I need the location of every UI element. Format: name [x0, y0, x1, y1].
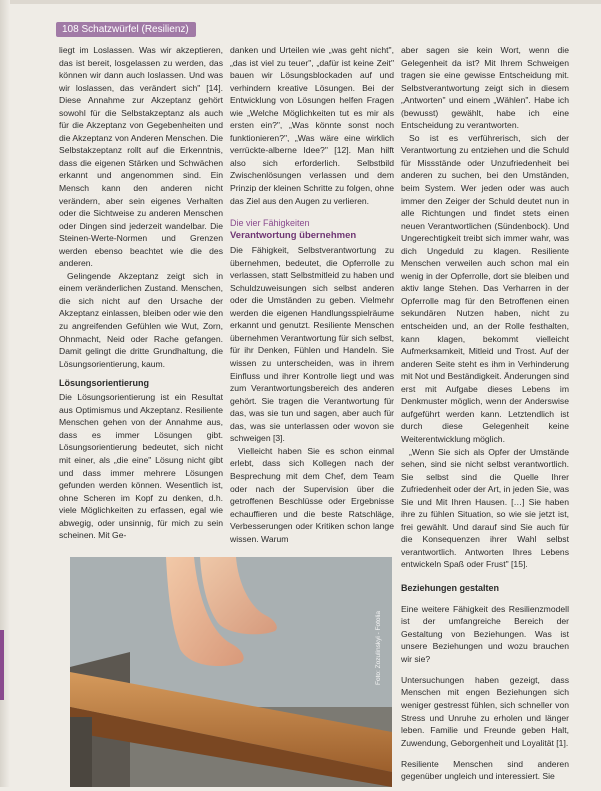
- paragraph: liegt im Loslassen. Was wir akzeptieren, das ist bereit, losgelassen zu werden, das können wir dann auch loslassen. Und was wir loslassen, das verändert sich" [14]. Diese Annahme zur Akzeptanz gehört sowohl für die Selbstakzeptanz als auch für die Akzeptanz von Gegebenheiten und die Akzeptanz von Anderen Menschen. Die Selbstakzeptanz rollt auf die Erkenntnis, dass die eigenen Stärken und Schwächen erkannt und angenommen sind. Ein Mensch kann den anderen nicht verändern, aber sein eigenes Verhalten oder die Sichtweise zu anderen Menschen oder Dingen sind jederzeit wandelbar. Die Steinen-Werte-Normen und Grenzen werden ebenso beachtet wie die des anderen.: [59, 45, 223, 269]
- section-label: Die vier Fähigkeiten: [230, 218, 310, 229]
- text-column-3-lower: [401, 582, 569, 791]
- subheading-solution-orientation: Lösungsorientierung: [59, 378, 149, 389]
- paragraph: danken und Urteilen wie „was geht nicht", „das ist viel zu teuer", „dafür ist keine Zeit" bauen wir Lösungsblockaden auf und verhindern kreative Lösungen. Bei der Entwicklung von Lösungen helfen Fragen wie „Welche Möglichkeiten tut es mir als ersten ein?", „Was könnte sonst noch funktionieren?", „Was wäre eine wirklich verrückte-alberne Idee?" [12]. Man hilft also sich erforderlich. Selbstbild Zwischenlösungen verlassen und dem Prinzip der kleinen Schritte zu folgen, ohne das Ziel aus den Augen zu verlieren.: [230, 45, 394, 206]
- paragraph: Gelingende Akzeptanz zeigt sich in einem veränderlichen Zustand. Menschen, die sich nicht auf den Ursache der Akzeptanz einlassen, bleiben oder wie den zu angreifenden Gefühlen wie Wut, Zorn, Ohnmacht, Neid oder Rache gefangen. Damit gelingt die dritte Grundhaltung, die Lösungsorientierung, kaum.: [59, 270, 223, 369]
- subheading-relationships: Beziehungen gestalten: [401, 583, 500, 593]
- photo-balance-beam-feet: [70, 557, 392, 787]
- running-header-title: 108 Schatzwürfel (Resilienz): [62, 24, 189, 35]
- text-column-3: [401, 44, 569, 571]
- paragraph: „Wenn Sie sich als Opfer der Umstände sehen, sind sie nicht selbst verantwortlich. Sie selbst sind die Quelle Ihrer Zufriedenheit oder der Art, in jeden Sie, was Sie und Mit Ihren Hausen. […] Sie haben ihre zu fühlen Situation, so wie sie jetzt ist, frei gewählt. Und darauf sind Sie auch für die Konsequenzen ihrer Wahl selbst verantwortlich. Antworten Ihres Lebens entwickeln Spaß oder Frust" [15].: [401, 446, 569, 570]
- paragraph: Die Fähigkeit, Selbstverantwortung zu übernehmen, bedeutet, die Opferrolle zu verlassen, statt Selbstmitleid zu haben und Schuldzuweisungen sich selbst anderen oder die Umständen zu geben. Vielmehr werden die eigenen Handlungsspielräume erkannt und genutzt. Resiliente Menschen übernehmen Verantwortung für sich selbst, für ihr Denken, Fühlen und Handeln. Sie wissen zu unterscheiden, was in ihrem Einfluss und ihrer Kontrolle liegt und was zum Verantwortungsbereich des anderen gehört. Sie tragen die Verantwortung für das, was sie tun und sagen, aber auch für das, was sie unterlassen oder wovon sie schweigen [3].: [230, 245, 394, 444]
- paragraph: Eine weitere Fähigkeit des Resilienzmodell ist der umfangreiche Bereich der Gestaltung von Beziehungen. Was ist unsere Beziehungen und wozu brauchen wir sie?: [401, 603, 569, 664]
- paragraph: Resiliente Menschen sind anderen gegenüber ungleich und interessiert. Sie: [401, 758, 569, 782]
- page-top-strip: [0, 0, 601, 4]
- paragraph: So ist es verführerisch, sich der Verantwortung zu entziehen und die Schuld für Missstände oder Unzufriedenheit bei anderen zu suchen, bei den Umständen, beim System. Wer jeden oder was auch immer den Zeiger der Schuld deutet nun in alle Richtungen und findet stets einen neuen Verantwortlichen (Sündenbock). Und Ungerechtigkeit treibt sich immer wahr, was dich Ungeduld zu klagen. Resiliente Menschen verweilen auch schon mal ein wenig in der Opferrolle, dort sie bleiben und aktiv lange Stehen. Das Verharren in der Opferrolle mag für den Betroffenen einen sekundären Nutzen haben, nicht zu entscheiden und, an der Rolle festhalten, kann klagen, bekommt vielleicht Aufmerksamkeit, Mitleid und Trost. Auf der anderen Seite steht es ihm in Verhinderung mit Not und Beständigkeit. Änderungen sind erst mit Aufgabe dieses Lebens im Denkmuster möglich, wenn der Anderswise aufgeführt werden kann. Letztendlich ist durch diese Gelegenheit keine Weiterentwicklung möglich.: [401, 132, 569, 444]
- paragraph: Untersuchungen haben gezeigt, dass Menschen mit engen Beziehungen sich weniger gestresst fühlen, sich schneller von Stress und Unruhe zu erholen und länger leben. Familie und Freunde geben Halt, Zuwendung, Geborgenheit und Loyalität [1].: [401, 674, 569, 748]
- text-column-1: [59, 44, 223, 542]
- paragraph: aber sagen sie kein Wort, wenn die Gelegenheit da ist? Mit Ihrem Schweigen tragen sie eine gewisse Entscheidung mit. Selbstverantwortung zeigt sich in diesem „Antworten" und einem „Wählen". Habe ich (bewusst) gewählt, habe ich eine Entscheidung zu verantworten.: [401, 45, 569, 131]
- paragraph: Vielleicht haben Sie es schon einmal erlebt, dass sich Kollegen nach der Besprechung mit dem Chef, dem Team oder nach der Supervision über die getroffenen Beschlüsse oder Ergebnisse echauffieren und die beste Ratschläge, Verbesserungen oder Kritiken schon lange wissen. Warum: [230, 445, 394, 544]
- section-heading-responsibility: Verantwortung übernehmen: [230, 230, 357, 242]
- chapter-edge-marker: [0, 630, 4, 700]
- photo-illustration: [70, 557, 392, 787]
- photo-credit: Foto: Zozulinskyi - Fotolia: [375, 610, 382, 685]
- text-column-2: [230, 44, 394, 545]
- paragraph: Die Lösungsorientierung ist ein Resultat aus Optimismus und Akzeptanz. Resiliente Menschen gehen von der Annahme aus, dass es immer Lösungen gibt. Lösungsorientierung bedeutet, sich nicht mit einer, als „die eine" Lösung nicht gibt und dass immer mehrere Lösungen gefunden werden können. Wesentlich ist, ohne Scheren im Kopf zu denken, d.h. viele Möglichkeiten zu erfassen, egal wie abwegig, oder unsinnig, für mich zu sein scheinen. Mit Ge-: [59, 392, 223, 541]
